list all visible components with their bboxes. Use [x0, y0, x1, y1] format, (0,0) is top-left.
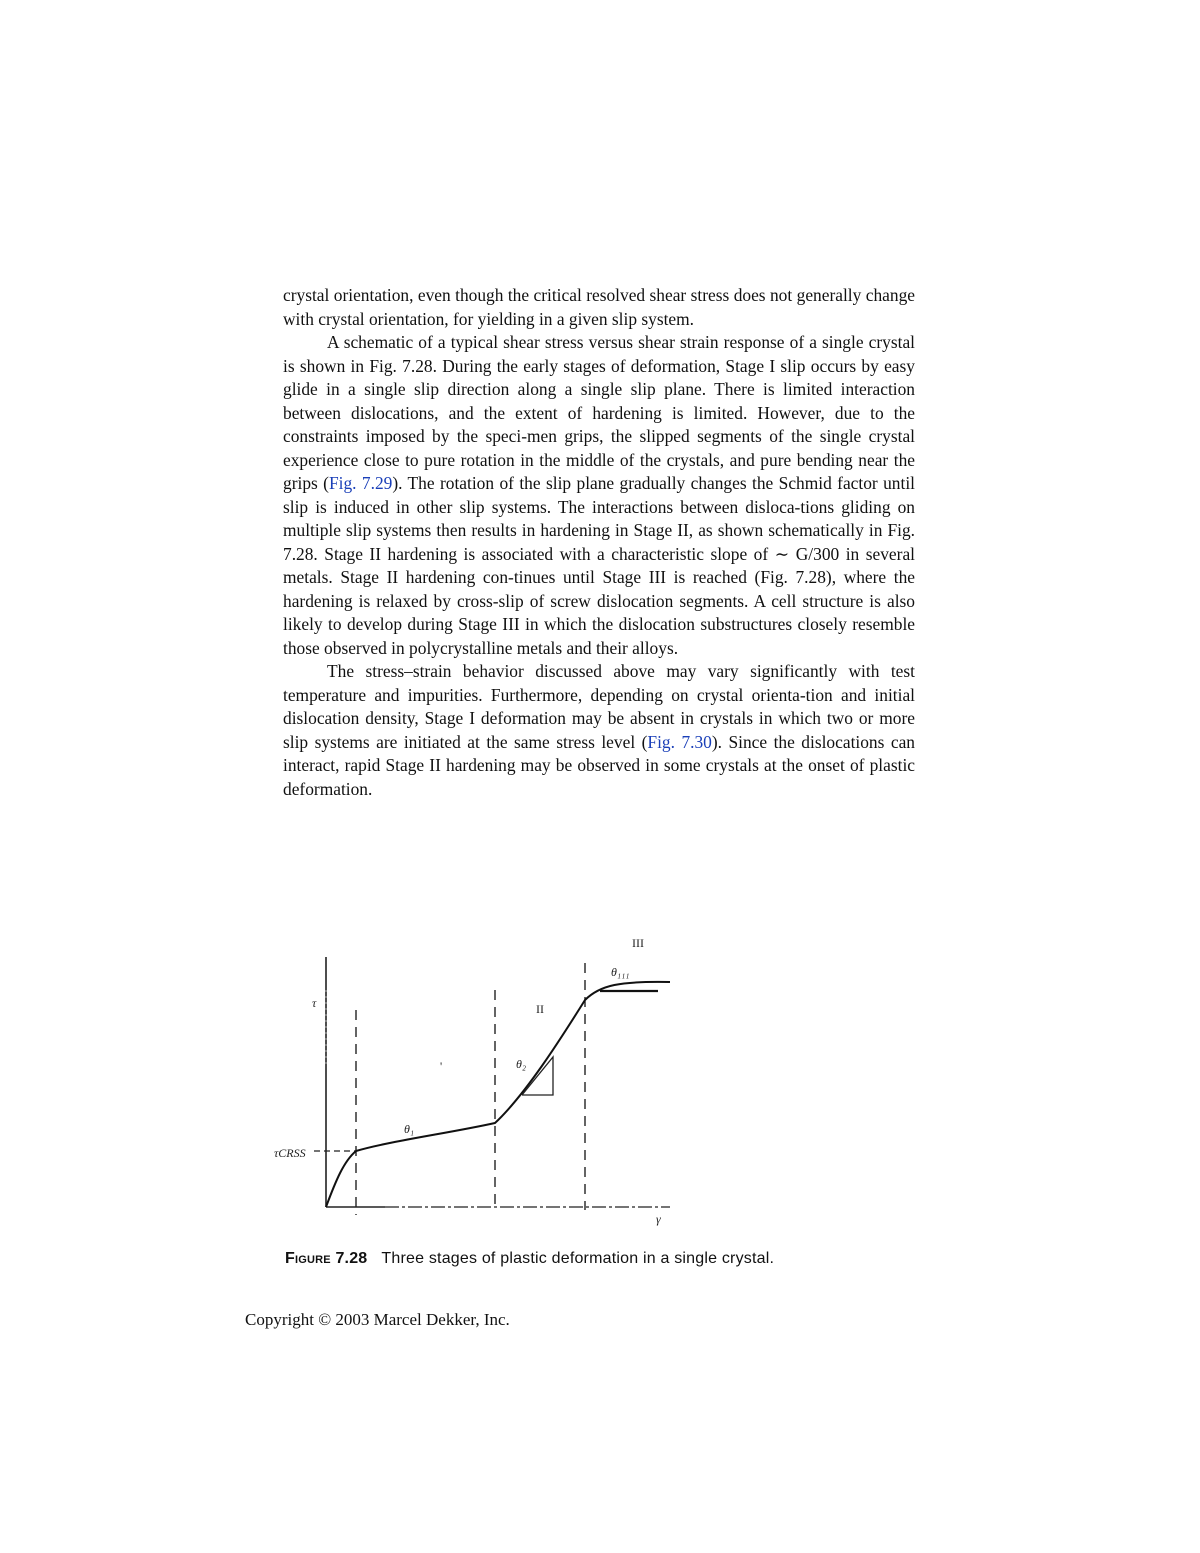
label-theta-one: θ₁ — [404, 1122, 415, 1136]
stress-strain-curve — [326, 982, 670, 1207]
paragraph-text: A schematic of a typical shear stress versus shear strain response of a single crystal is shown in Fig. 7.28. During the early stages of deformation, Stage I slip occurs by easy glide in a single slip direction along a single slip plane. There is limited interaction between dislocations, and the extent of hardening is limited. However, due to the constraints imposed by the speci-men grips, the slipped segments of the single crystal experience close to pure rotation in the middle of the crystals, and pure bending near the grips ( — [283, 332, 915, 493]
figure-link[interactable]: Fig. 7.29 — [328, 473, 393, 493]
figure-link[interactable]: Fig. 7.30 — [647, 731, 712, 752]
paragraph — [283, 660, 915, 801]
paragraph — [283, 284, 915, 331]
label-y-axis: τ — [312, 996, 317, 1010]
label-theta-two: θ₂ — [516, 1057, 527, 1071]
stress-strain-diagram — [270, 925, 690, 1235]
figure-caption-text: Three stages of plastic deformation in a single crystal. — [381, 1250, 775, 1267]
figure-caption — [285, 1250, 905, 1268]
label-stage-two: II — [536, 1002, 544, 1016]
figure-7-28 — [270, 925, 690, 1235]
body-text — [283, 284, 915, 801]
label-x-axis: γ — [656, 1212, 661, 1226]
stage-one-mark: ' — [440, 1059, 443, 1073]
paragraph-text: The stress–strain behavior discussed above may vary significantly with test temperature and impurities. Furthermore, depending on crystal orienta-tion and initial dislocation density, Stage I deformation may be absent in crystals in which two or more slip systems are initiated at the same stress level ( — [283, 661, 915, 752]
figure-caption-label: Figure 7.28 — [285, 1250, 368, 1267]
label-theta-three: θ₁₁₁ — [611, 965, 630, 979]
paragraph-text: ). Since the dislocations can interact, rapid Stage II hardening may be observed in some crystals at the onset of plastic deformation. — [283, 731, 915, 799]
slope-triangle — [522, 1057, 553, 1095]
copyright-notice: Copyright © 2003 Marcel Dekker, Inc. — [245, 1310, 510, 1329]
paragraph-text: ). The rotation of the slip plane gradually changes the Schmid factor until slip is induced in other slip systems. The interactions between disloca-tions gliding on multiple slip systems then results in hardening in Stage II, as shown schematically in Fig. 7.28. Stage II hardening is associated with a characteristic slope of ∼ G/300 in several metals. Stage II hardening con-tinues until Stage III is reached (Fig. 7.28), where the hardening is relaxed by cross-slip of screw dislocation segments. A cell structure is also likely to develop during Stage III in which the dislocation substructures closely resemble those observed in polycrystalline metals and their alloys. — [283, 473, 915, 658]
label-crss: τCRSS — [274, 1146, 306, 1160]
paragraph-text: crystal orientation, even though the critical resolved shear stress does not generally change with crystal orientation, for yielding in a given slip system. — [283, 285, 915, 329]
paragraph — [283, 331, 915, 660]
label-stage-three: III — [632, 936, 644, 950]
